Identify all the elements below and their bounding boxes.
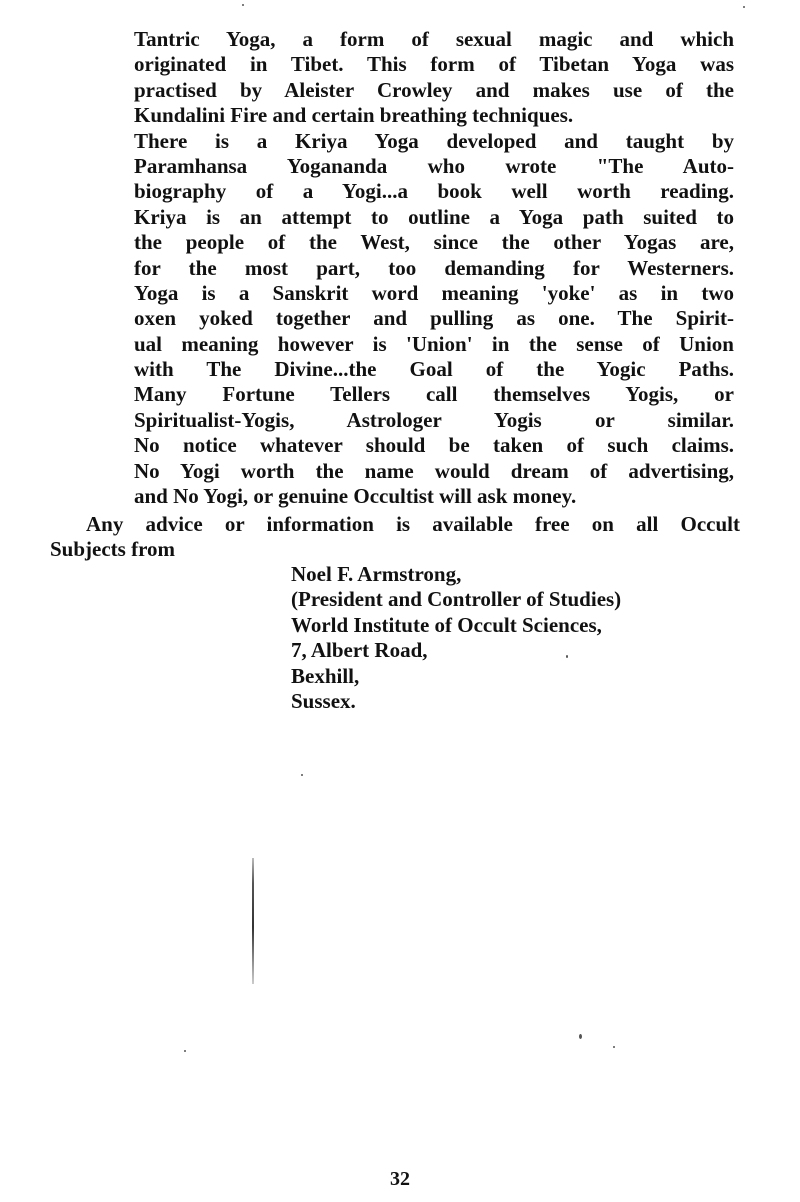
scan-speck [242, 4, 244, 6]
address-title: (President and Controller of Studies) [291, 587, 622, 612]
text-line: for the most part, too demanding for Westerners. [134, 255, 734, 280]
text-line: Many Fortune Tellers call themselves Yogis, or [134, 382, 734, 407]
text-line: ual meaning however is 'Union' in the sense of Union [134, 331, 734, 356]
advice-line: Subjects from [50, 537, 176, 562]
text-line: Kriya is an attempt to outline a Yoga path suited to [134, 204, 734, 229]
scan-speck [743, 6, 745, 8]
advice-line: Any advice or information is available free on all Occult [86, 512, 740, 536]
scan-speck [301, 774, 303, 776]
address-town: Bexhill, [291, 663, 360, 688]
main-paragraph [134, 27, 734, 509]
address-name: Noel F. Armstrong, [291, 562, 462, 586]
scan-speck [184, 1050, 186, 1052]
text-line: practised by Aleister Crowley and makes use of the [134, 77, 734, 102]
page-number: 32 [390, 1168, 410, 1190]
text-line: Yoga is a Sanskrit word meaning 'yoke' as in two [134, 280, 734, 305]
text-line: the people of the West, since the other Yogas are, [134, 230, 734, 255]
text-line: Kundalini Fire and certain breathing techniques. [134, 103, 574, 128]
scan-speck [566, 655, 568, 658]
scan-artifact-line [252, 858, 254, 984]
text-line: Tantric Yoga, a form of sexual magic and which [134, 27, 734, 51]
text-line: oxen yoked together and pulling as one. The Spirit- [134, 306, 734, 331]
scan-speck [579, 1034, 582, 1039]
scan-speck [613, 1046, 615, 1048]
text-line: and No Yogi, or genuine Occultist will ask money. [134, 484, 577, 509]
address-block [291, 562, 751, 714]
text-line: No Yogi worth the name would dream of advertising, [134, 458, 734, 483]
text-line: originated in Tibet. This form of Tibetan Yoga was [134, 52, 734, 77]
text-line: Spiritualist-Yogis, Astrologer Yogis or similar. [134, 407, 734, 432]
address-county: Sussex. [291, 688, 356, 713]
text-line: Paramhansa Yogananda who wrote "The Auto- [134, 153, 734, 178]
text-line: No notice whatever should be taken of such claims. [134, 433, 734, 458]
text-line: There is a Kriya Yoga developed and taught by [134, 128, 734, 153]
advice-paragraph [50, 512, 740, 563]
text-line: biography of a Yogi...a book well worth reading. [134, 179, 734, 204]
text-line: with The Divine...the Goal of the Yogic Paths. [134, 357, 734, 382]
address-organisation: World Institute of Occult Sciences, [291, 612, 602, 637]
address-street: 7, Albert Road, [291, 638, 428, 663]
